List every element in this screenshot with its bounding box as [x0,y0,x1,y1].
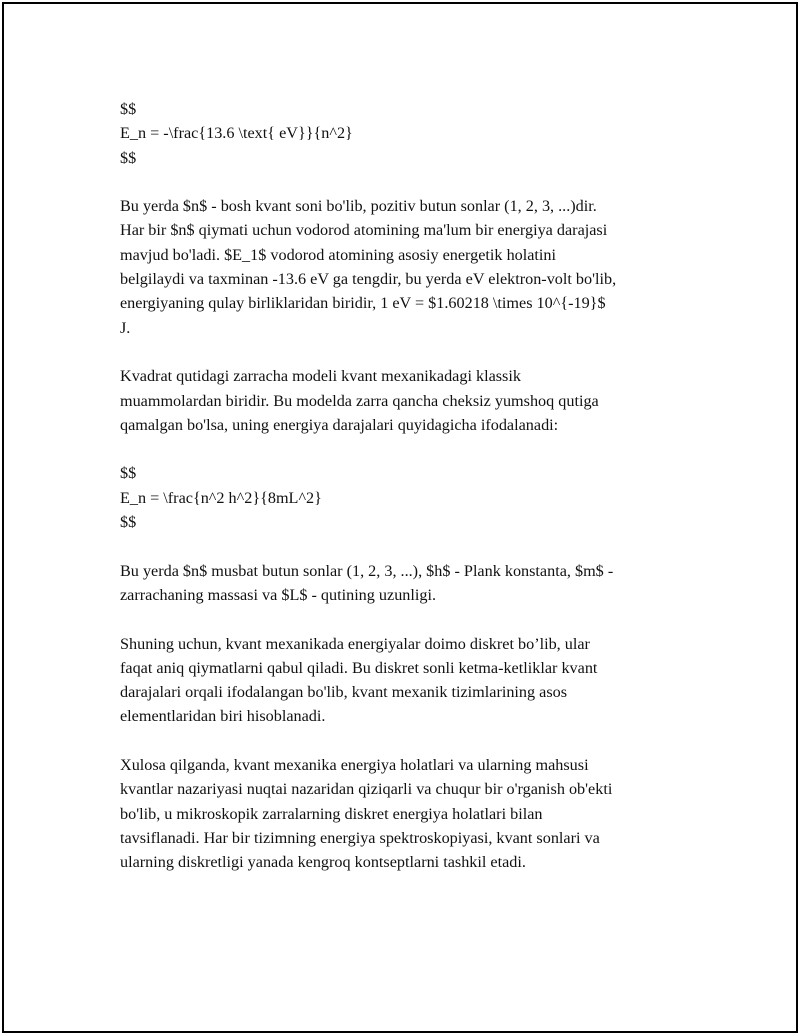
text-line: J. [120,318,131,337]
equation-line: $$ [120,464,137,483]
text-line: bo'lib, u mikroskopik zarralarning diskret energiya holatlari bilan [120,804,543,823]
text-line: Har bir $n$ qiymati uchun vodorod atomining ma'lum bir energiya darajasi [120,221,608,240]
equation-line: E_n = -\frac{13.6 \text{ eV}}{n^2} [120,124,353,143]
text-line: Kvadrat qutidagi zarracha modeli kvant mexanikadagi klassik [120,367,521,386]
equation-line: E_n = \frac{n^2 h^2}{8mL^2} [120,488,322,507]
equation-line: $$ [120,513,137,532]
paragraph [120,559,710,608]
text-line: belgilaydi va taxminan -13.6 eV ga tengdir, bu yerda eV elektron-volt bo'lib, [120,270,617,289]
text-line: muammolardan biridir. Bu modelda zarra qancha cheksiz yumshoq qutiga [120,391,599,410]
text-line: qamalgan bo'lsa, uning energiya darajalari quyidagicha ifodalanadi: [120,415,559,434]
text-line: zarrachaning massasi va $L$ - qutining uzunligi. [120,585,437,604]
text-line: Shuning uchun, kvant mexanikada energiyalar doimo diskret bo’lib, ular [120,634,590,653]
text-line: energiyaning qulay birliklaridan biridir, 1 eV = $1.60218 \times 10^{-19}$ [120,294,606,313]
equation-line: $$ [120,148,137,167]
text-line: faqat aniq qiymatlarni qabul qiladi. Bu diskret sonli ketma-ketliklar kvant [120,658,598,677]
text-line: Bu yerda $n$ musbat butun sonlar (1, 2, 3, ...), $h$ - Plank konstanta, $m$ - [120,561,614,580]
text-line: tavsiflanadi. Har bir tizimning energiya spektroskopiyasi, kvant sonlari va [120,828,600,847]
document-body [120,97,710,875]
text-line: ularning diskretligi yanada kengroq kontseptlarni tashkil etadi. [120,853,526,872]
paragraph-gap [120,607,710,631]
document-page [2,2,798,1033]
text-line: elementlaridan biri hisoblanadi. [120,707,326,726]
paragraph-gap [120,534,710,558]
paragraph [120,364,710,437]
equation-block [120,97,710,170]
text-line: kvantlar nazariyasi nuqtai nazaridan qiziqarli va chuqur bir o'rganish ob'ekti [120,780,613,799]
paragraph [120,753,710,874]
equation-block [120,461,710,534]
paragraph-gap [120,340,710,364]
text-line: darajalari orqali ifodalangan bo'lib, kvant mexanik tizimlarining asos [120,683,568,702]
paragraph-gap [120,729,710,753]
paragraph-gap [120,170,710,194]
equation-line: $$ [120,100,137,118]
text-line: Bu yerda $n$ - bosh kvant soni bo'lib, pozitiv butun sonlar (1, 2, 3, ...)dir. [120,197,597,216]
paragraph [120,194,710,340]
text-line: mavjud bo'ladi. $E_1$ vodorod atomining asosiy energetik holatini [120,245,557,264]
paragraph [120,632,710,729]
paragraph-gap [120,437,710,461]
text-line: Xulosa qilganda, kvant mexanika energiya holatlari va ularning mahsusi [120,756,589,775]
